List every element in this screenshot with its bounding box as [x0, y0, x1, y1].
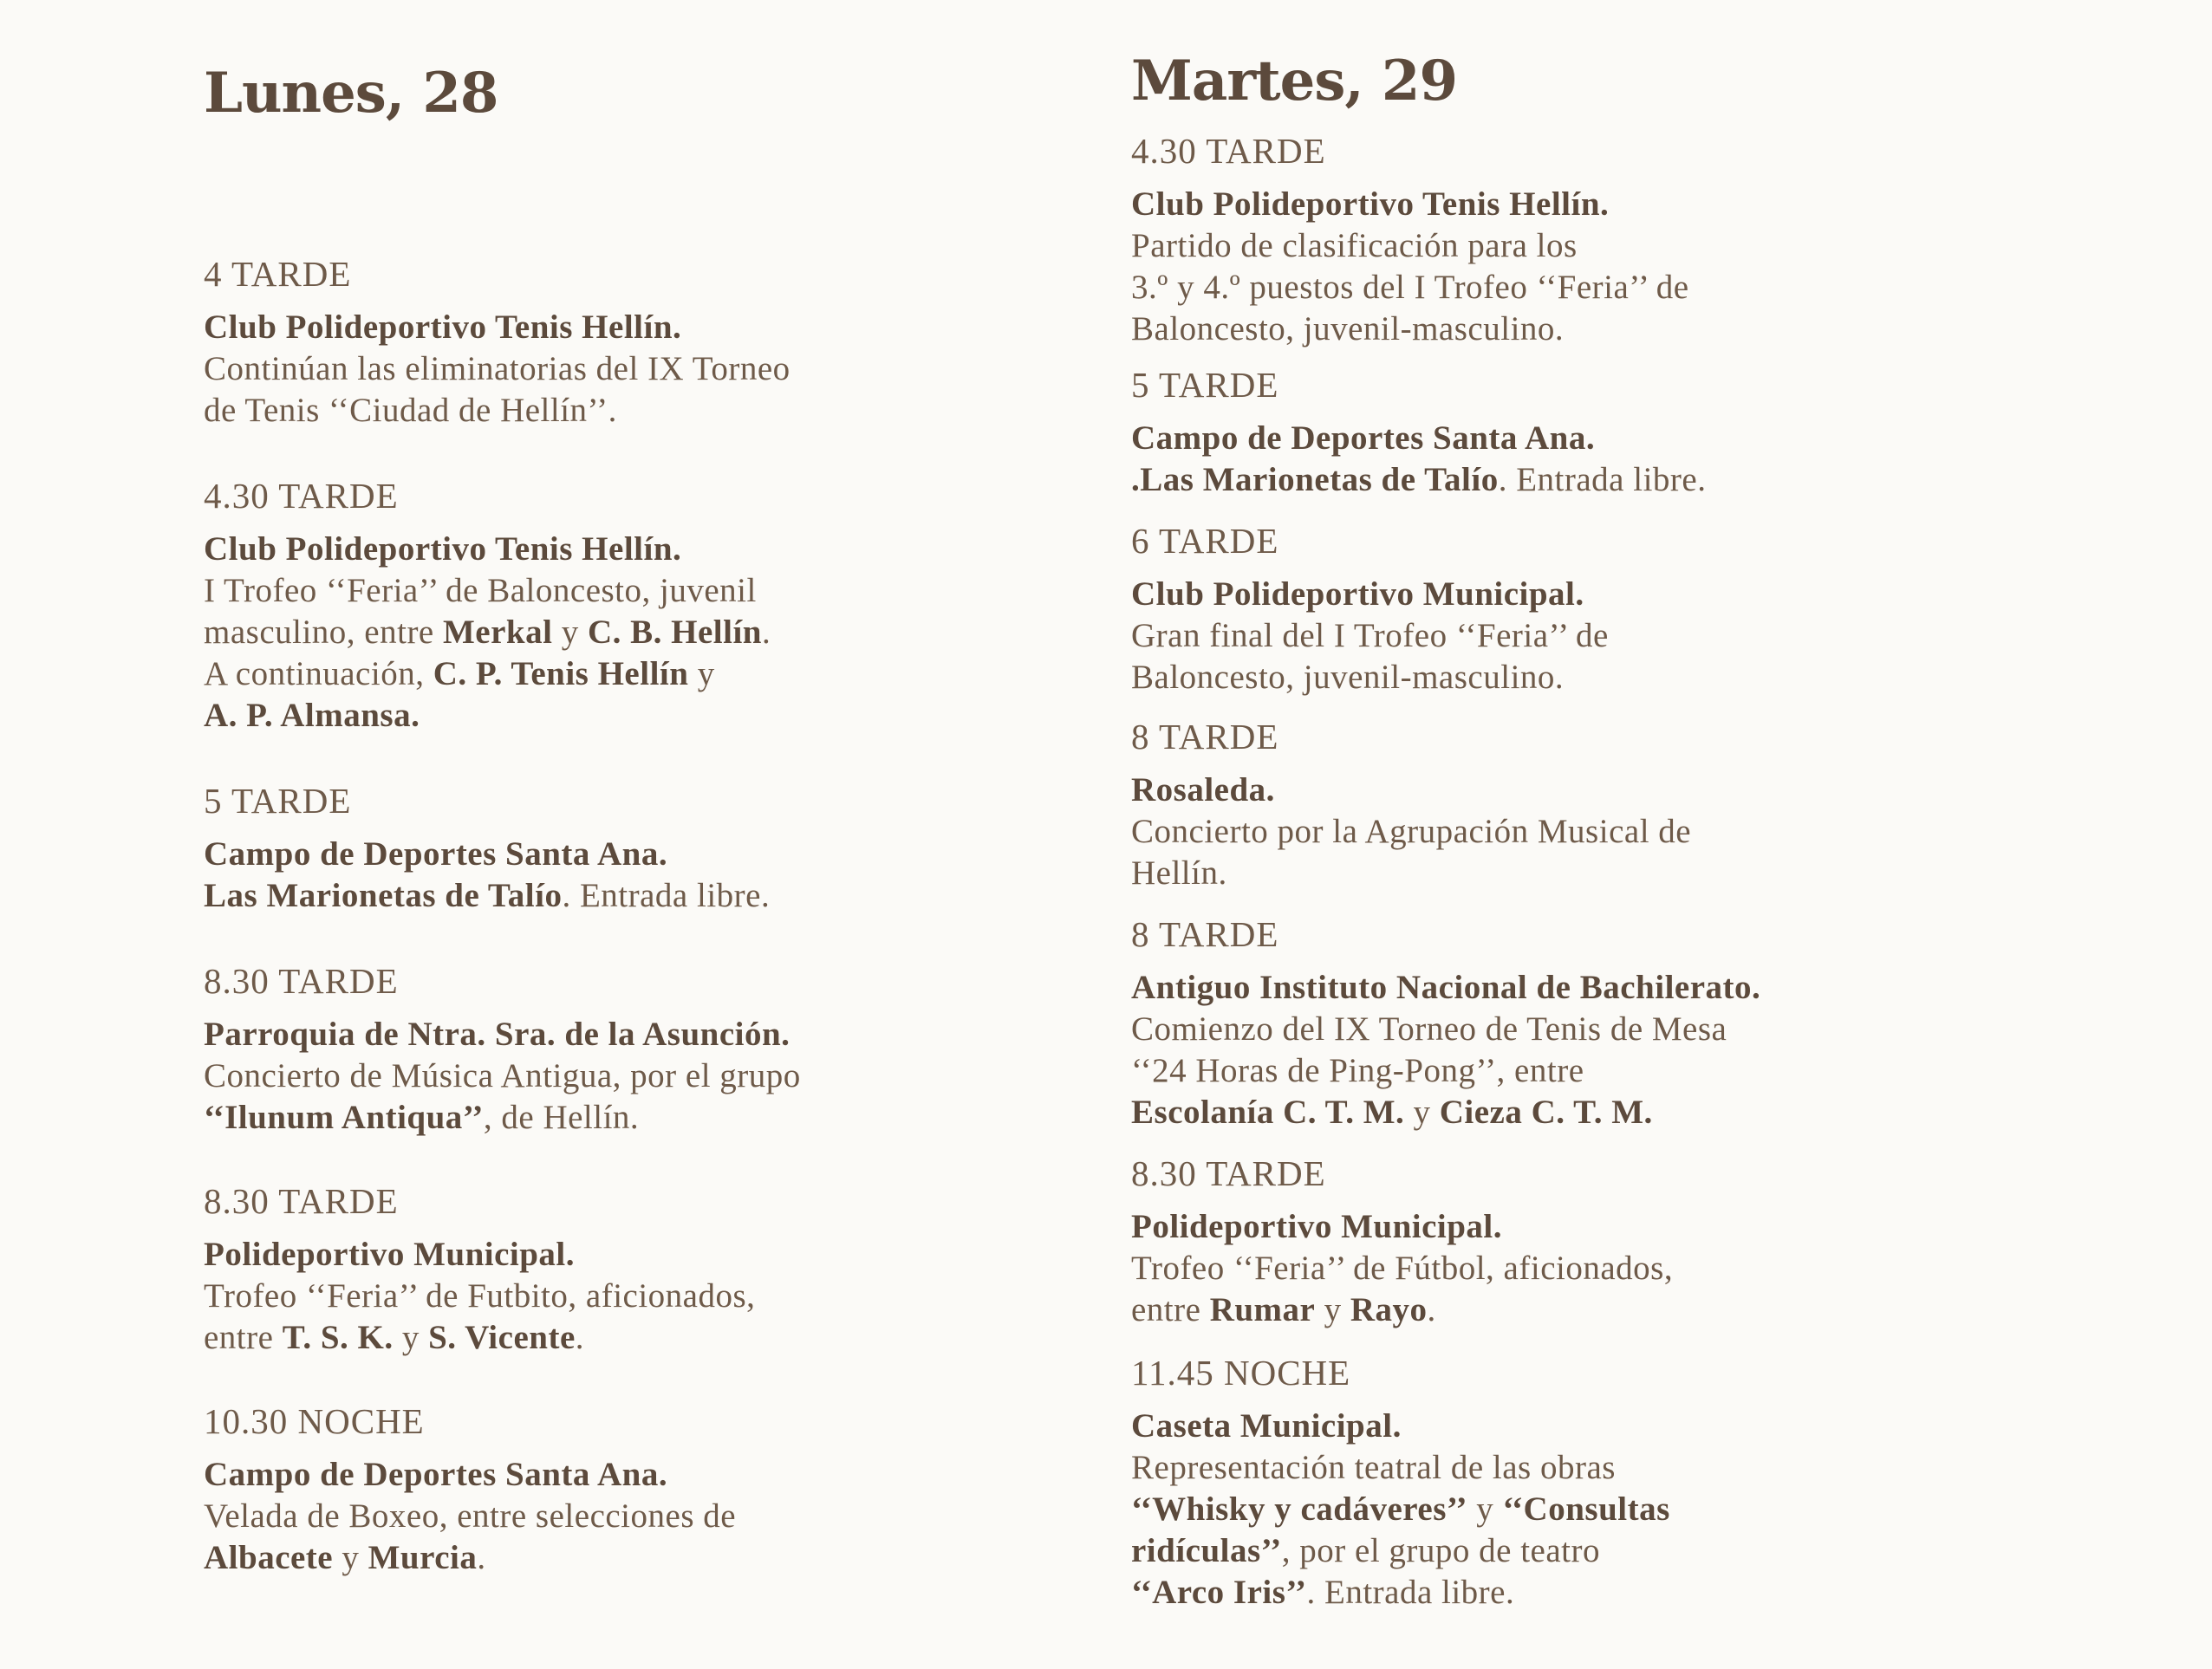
description-text: . Entrada libre. [1306, 1574, 1515, 1611]
highlighted-name: ridículas’’ [1131, 1532, 1282, 1569]
description-line [1131, 1489, 1911, 1530]
highlighted-name: C. P. Tenis Hellín [433, 655, 689, 692]
description-text: de Tenis ‘‘Ciudad de Hellín’’. [204, 392, 617, 429]
description-line [204, 612, 984, 653]
event-venue: Club Polideportivo Tenis Hellín. [1131, 185, 1610, 223]
highlighted-name: Albacete [204, 1539, 334, 1576]
description-line [1131, 657, 1911, 698]
description-text: Baloncesto, juvenil-masculino. [1131, 659, 1565, 696]
description-text: Concierto de Música Antigua, por el grupo [204, 1057, 801, 1094]
description-line [204, 348, 984, 390]
event-venue: Antiguo Instituto Nacional de Bachilerato. [1131, 969, 1761, 1006]
event-description [1131, 1447, 1911, 1614]
event-venue: Polideportivo Municipal. [1131, 1208, 1503, 1245]
description-line [204, 695, 984, 737]
event-venue: Club Polideportivo Tenis Hellín. [204, 530, 682, 568]
description-text: Concierto por la Agrupación Musical de [1131, 813, 1692, 850]
event-time: 4.30 TARDE [1131, 131, 1326, 171]
description-line [204, 390, 984, 432]
description-text: , por el grupo de teatro [1281, 1532, 1600, 1569]
description-text: y [688, 655, 715, 692]
description-line [1131, 1289, 1911, 1331]
description-line [1131, 1572, 1911, 1614]
event-description [1131, 811, 1911, 894]
description-text: 3.º y 4.º puestos del I Trofeo ‘‘Feria’’ de [1131, 269, 1689, 306]
event-venue: Parroquia de Ntra. Sra. de la Asunción. [204, 1016, 790, 1053]
description-text: , de Hellín. [483, 1099, 640, 1136]
description-text: . [477, 1539, 486, 1576]
description-line [1131, 1530, 1911, 1572]
highlighted-name: .Las Marionetas de Talío [1131, 461, 1499, 498]
description-line [204, 1496, 984, 1537]
highlighted-name: Rumar [1209, 1291, 1316, 1328]
description-text: Velada de Boxeo, entre selecciones de [204, 1497, 737, 1535]
event-description [204, 570, 984, 737]
description-line [1131, 1009, 1911, 1050]
description-line [204, 1537, 984, 1579]
highlighted-name: ‘‘Arco Iris’’ [1131, 1574, 1307, 1611]
event-time: 4 TARDE [204, 254, 352, 294]
description-line [204, 875, 984, 917]
event-block [1131, 520, 1911, 698]
description-line [1131, 459, 1911, 501]
description-text: entre [204, 1319, 283, 1356]
description-line [204, 1276, 984, 1317]
description-line [204, 570, 984, 612]
description-line [1131, 225, 1911, 267]
day-heading: Lunes, 28 [204, 61, 498, 126]
description-text: masculino, entre [204, 614, 443, 651]
description-line [1131, 615, 1911, 657]
event-block [204, 253, 984, 432]
description-line [204, 1317, 984, 1359]
description-line [1131, 267, 1911, 308]
description-text: Comienzo del IX Torneo de Tenis de Mesa [1131, 1010, 1727, 1048]
event-block [204, 475, 984, 737]
highlighted-name: T. S. K. [282, 1319, 394, 1356]
event-block [204, 960, 984, 1139]
description-line [204, 653, 984, 695]
event-venue: Rosaleda. [1131, 771, 1275, 809]
description-text: ‘‘24 Horas de Ping-Pong’’, entre [1131, 1052, 1584, 1089]
event-time: 8.30 TARDE [204, 1181, 399, 1221]
event-venue: Campo de Deportes Santa Ana. [204, 1456, 668, 1493]
event-time: 4.30 TARDE [204, 476, 399, 516]
highlighted-name: Rayo [1350, 1291, 1428, 1328]
event-venue: Club Polideportivo Tenis Hellín. [204, 308, 682, 346]
description-text: Hellín. [1131, 854, 1227, 892]
event-time: 6 TARDE [1131, 521, 1279, 561]
event-description [1131, 459, 1911, 501]
description-text: y [1315, 1291, 1350, 1328]
description-text: y [333, 1539, 368, 1576]
event-block [1131, 913, 1911, 1133]
event-block [204, 780, 984, 917]
event-block [204, 1400, 984, 1579]
event-venue: Campo de Deportes Santa Ana. [204, 835, 668, 873]
event-venue: Club Polideportivo Municipal. [1131, 575, 1584, 613]
event-venue: Polideportivo Municipal. [204, 1236, 576, 1273]
description-text: Trofeo ‘‘Feria’’ de Fútbol, aficionados, [1131, 1250, 1674, 1287]
description-text: . [575, 1319, 585, 1356]
highlighted-name: Murcia [368, 1539, 478, 1576]
event-time: 8.30 TARDE [204, 961, 399, 1001]
description-line [1131, 853, 1911, 894]
description-text: Baloncesto, juvenil-masculino. [1131, 310, 1565, 347]
description-line [204, 1055, 984, 1097]
description-line [1131, 1248, 1911, 1289]
day-heading: Martes, 29 [1131, 49, 1457, 114]
highlighted-name: Escolanía C. T. M. [1131, 1094, 1405, 1131]
description-text: . [1427, 1291, 1436, 1328]
event-time: 11.45 NOCHE [1131, 1353, 1351, 1393]
description-line [1131, 811, 1911, 853]
event-venue: Campo de Deportes Santa Ana. [1131, 419, 1596, 457]
highlighted-name: Merkal [443, 614, 553, 651]
description-text: . Entrada libre. [562, 877, 771, 914]
description-text: . [762, 614, 771, 651]
event-description [1131, 1248, 1911, 1331]
description-text: Gran final del I Trofeo ‘‘Feria’’ de [1131, 617, 1609, 654]
highlighted-name: A. P. Almansa. [204, 697, 420, 734]
description-text: I Trofeo ‘‘Feria’’ de Baloncesto, juvenil [204, 572, 757, 609]
highlighted-name: ‘‘Ilunum Antiqua’’ [204, 1099, 484, 1136]
description-text: y [1467, 1490, 1503, 1528]
event-block [1131, 130, 1911, 350]
description-text: . Entrada libre. [1498, 461, 1707, 498]
event-description [1131, 615, 1911, 698]
description-line [1131, 1050, 1911, 1092]
description-text: A continuación, [204, 655, 433, 692]
highlighted-name: Cieza C. T. M. [1439, 1094, 1653, 1131]
description-text: Partido de clasificación para los [1131, 227, 1578, 264]
event-block [1131, 1352, 1911, 1614]
highlighted-name: ‘‘Whisky y cadáveres’’ [1131, 1490, 1467, 1528]
description-text: Continúan las eliminatorias del IX Torneo [204, 350, 790, 387]
description-line [1131, 1447, 1911, 1489]
event-description [204, 1055, 984, 1139]
event-description [204, 1276, 984, 1359]
event-block [1131, 1153, 1911, 1331]
event-description [1131, 1009, 1911, 1133]
event-description [204, 1496, 984, 1579]
highlighted-name: S. Vicente [428, 1319, 576, 1356]
event-block [1131, 716, 1911, 894]
description-line [1131, 308, 1911, 350]
description-text: y [393, 1319, 429, 1356]
event-time: 8 TARDE [1131, 914, 1279, 954]
highlighted-name: ‘‘Consultas [1502, 1490, 1670, 1528]
event-description [204, 875, 984, 917]
event-time: 10.30 NOCHE [204, 1401, 425, 1441]
description-line [204, 1097, 984, 1139]
description-line [1131, 1092, 1911, 1133]
event-time: 8.30 TARDE [1131, 1153, 1326, 1193]
highlighted-name: Las Marionetas de Talío [204, 877, 563, 914]
event-block [1131, 364, 1911, 501]
event-block [204, 1180, 984, 1359]
event-time: 5 TARDE [204, 781, 352, 821]
event-venue: Caseta Municipal. [1131, 1407, 1402, 1445]
description-text: entre [1131, 1291, 1210, 1328]
description-text: y [552, 614, 588, 651]
description-text: Representación teatral de las obras [1131, 1449, 1616, 1486]
description-text: Trofeo ‘‘Feria’’ de Futbito, aficionados, [204, 1277, 756, 1315]
description-text: y [1404, 1094, 1440, 1131]
event-time: 8 TARDE [1131, 717, 1279, 757]
event-description [1131, 225, 1911, 350]
highlighted-name: C. B. Hellín [587, 614, 762, 651]
event-time: 5 TARDE [1131, 365, 1279, 405]
event-description [204, 348, 984, 432]
